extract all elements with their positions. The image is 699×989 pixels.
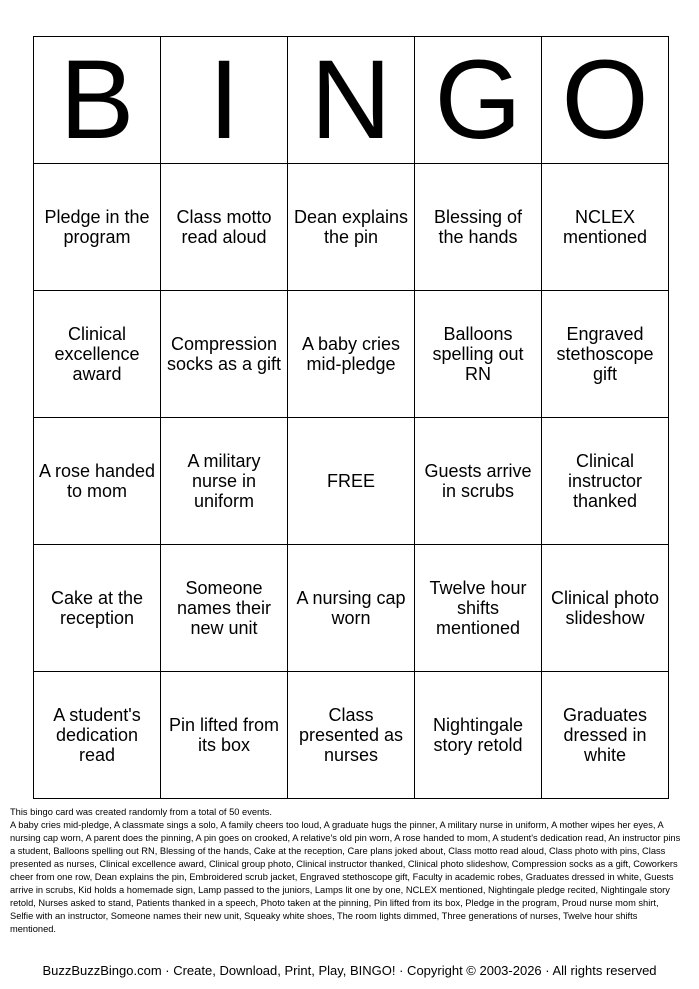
bingo-cell: A student's dedication read (34, 672, 161, 799)
bingo-cell: Dean explains the pin (288, 164, 415, 291)
bingo-cell: Guests arrive in scrubs (415, 418, 542, 545)
bingo-cell: Class presented as nurses (288, 672, 415, 799)
bingo-row (34, 291, 669, 418)
bingo-cell: Balloons spelling out RN (415, 291, 542, 418)
header-letter-i: I (161, 37, 288, 164)
bingo-cell: A baby cries mid-pledge (288, 291, 415, 418)
bingo-cell: Engraved stethoscope gift (542, 291, 669, 418)
bingo-row (34, 672, 669, 799)
bingo-cell: Clinical excellence award (34, 291, 161, 418)
bingo-row (34, 418, 669, 545)
bingo-cell: A military nurse in uniform (161, 418, 288, 545)
bingo-cell: Nightingale story retold (415, 672, 542, 799)
footer-copyright: BuzzBuzzBingo.com · Create, Download, Print, Play, BINGO! · Copyright © 2003-2026 · All rights reserved (42, 963, 657, 978)
bingo-cell: A rose handed to mom (34, 418, 161, 545)
bingo-cell: Pledge in the program (34, 164, 161, 291)
bingo-cell: Someone names their new unit (161, 545, 288, 672)
bingo-cell: Twelve hour shifts mentioned (415, 545, 542, 672)
bingo-cell: Clinical instructor thanked (542, 418, 669, 545)
bingo-cell: Class motto read aloud (161, 164, 288, 291)
bingo-card (33, 36, 669, 799)
bingo-cell: A nursing cap worn (288, 545, 415, 672)
event-list-note (10, 806, 682, 936)
bingo-row (34, 545, 669, 672)
header-letter-g: G (415, 37, 542, 164)
bingo-cell: NCLEX mentioned (542, 164, 669, 291)
header-letter-b: B (34, 37, 161, 164)
bingo-cell: Blessing of the hands (415, 164, 542, 291)
bingo-cell: Cake at the reception (34, 545, 161, 672)
bingo-row (34, 164, 669, 291)
free-space-cell: FREE (288, 418, 415, 545)
bingo-cell: Clinical photo slideshow (542, 545, 669, 672)
bingo-cell: Compression socks as a gift (161, 291, 288, 418)
bingo-header-row (34, 37, 669, 164)
header-letter-n: N (288, 37, 415, 164)
note-event-list: A baby cries mid-pledge, A classmate sings a solo, A family cheers too loud, A graduate hugs the pinner, A military nurse in uniform, A mother wipes her eyes, A nursing cap worn, A parent does the pinning, A pin goes on crooked, A relative's old pin worn, A rose handed to mom, A student's dedication read, An instructor pins a student, Balloons spelling out RN, Blessing of the hands, Cake at the reception, Care plans joked about, Class motto read aloud, Class photo with pins, Class presented as nurses, Clinical excellence award, Clinical group photo, Clinical instructor thanked, Clinical photo slideshow, Compression socks as a gift, Coworkers cheer from one row, Dean explains the pin, Embroidered scrub jacket, Engraved stethoscope gift, Faculty in academic robes, Graduates dressed in white, Guests arrive in scrubs, Kid holds a homemade sign, Lamp passed to the juniors, Lamps lit one by one, NCLEX mentioned, Nightingale pledge recited, Nightingale story retold, Nurses asked to stand, Patients thanked in a speech, Photo taken at the pinning, Pin lifted from its box, Pledge in the program, Proud nurse mom shirt, Selfie with an instructor, Someone names their new unit, Squeaky white shoes, The room lights dimmed, Three generations of nurses, Twelve hour shifts mentioned. (10, 820, 681, 934)
bingo-cell: Graduates dressed in white (542, 672, 669, 799)
bingo-cell: Pin lifted from its box (161, 672, 288, 799)
note-intro: This bingo card was created randomly from a total of 50 events. (10, 807, 272, 817)
header-letter-o: O (542, 37, 669, 164)
